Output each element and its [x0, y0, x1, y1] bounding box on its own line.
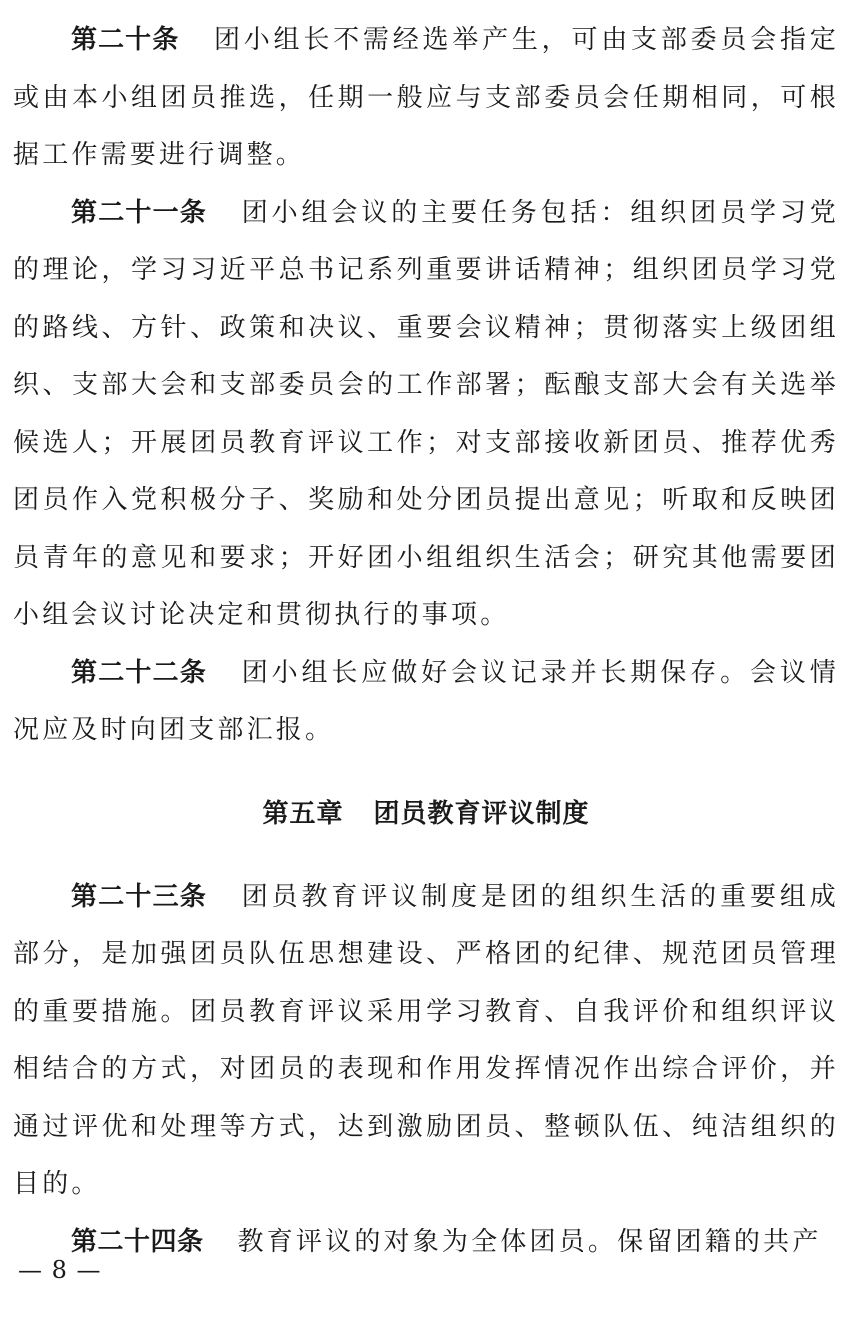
- article-number: 第二十二条: [71, 657, 207, 688]
- article-text: 团小组长不需经选举产生，可由支部委员会指定或由本小组团员推选，任期一般应与支部委员会任期相同，可根据工作需要进行调整。: [13, 25, 839, 170]
- chapter-heading: [13, 786, 839, 843]
- document-body: [13, 12, 839, 1271]
- article-text: 团小组会议的主要任务包括：组织团员学习党的理论，学习习近平总书记系列重要讲话精神；组织团员学习党的路线、方针、政策和决议、重要会议精神；贯彻落实上级团组织、支部大会和支部委员会的工作部署；酝酿支部大会有关选举候选人；开展团员教育评议工作；对支部接收新团员、推荐优秀团员作入党积极分子、奖励和处分团员提出意见；听取和反映团员青年的意见和要求；开好团小组组织生活会；研究其他需要团小组会议讨论决定和贯彻执行的事项。: [13, 197, 839, 630]
- chapter-title: 团员教育评议制度: [373, 798, 590, 829]
- article-22: [13, 645, 839, 760]
- article-number: 第二十三条: [71, 881, 207, 912]
- article-number: 第二十条: [71, 25, 180, 55]
- article-20: [13, 12, 839, 185]
- article-number: 第二十四条: [71, 1226, 204, 1257]
- article-text: 团员教育评议制度是团的组织生活的重要组成部分，是加强团员队伍思想建设、严格团的纪律、规范团员管理的重要措施。团员教育评议采用学习教育、自我评价和组织评议相结合的方式，对团员的表现和作用发挥情况作出综合评价，并通过评优和处理等方式，达到激励团员、整顿队伍、纯洁组织的目的。: [13, 881, 839, 1199]
- article-text: 团小组长应做好会议记录并长期保存。会议情况应及时向团支部汇报。: [13, 657, 839, 745]
- article-text: 教育评议的对象为全体团员。保留团籍的共产: [237, 1226, 822, 1257]
- article-23: [13, 869, 839, 1214]
- chapter-number: 第五章: [262, 798, 344, 829]
- article-number: 第二十一条: [71, 197, 207, 228]
- article-21: [13, 185, 839, 645]
- page-number: — 8 —: [18, 1256, 102, 1284]
- article-24: [13, 1214, 839, 1272]
